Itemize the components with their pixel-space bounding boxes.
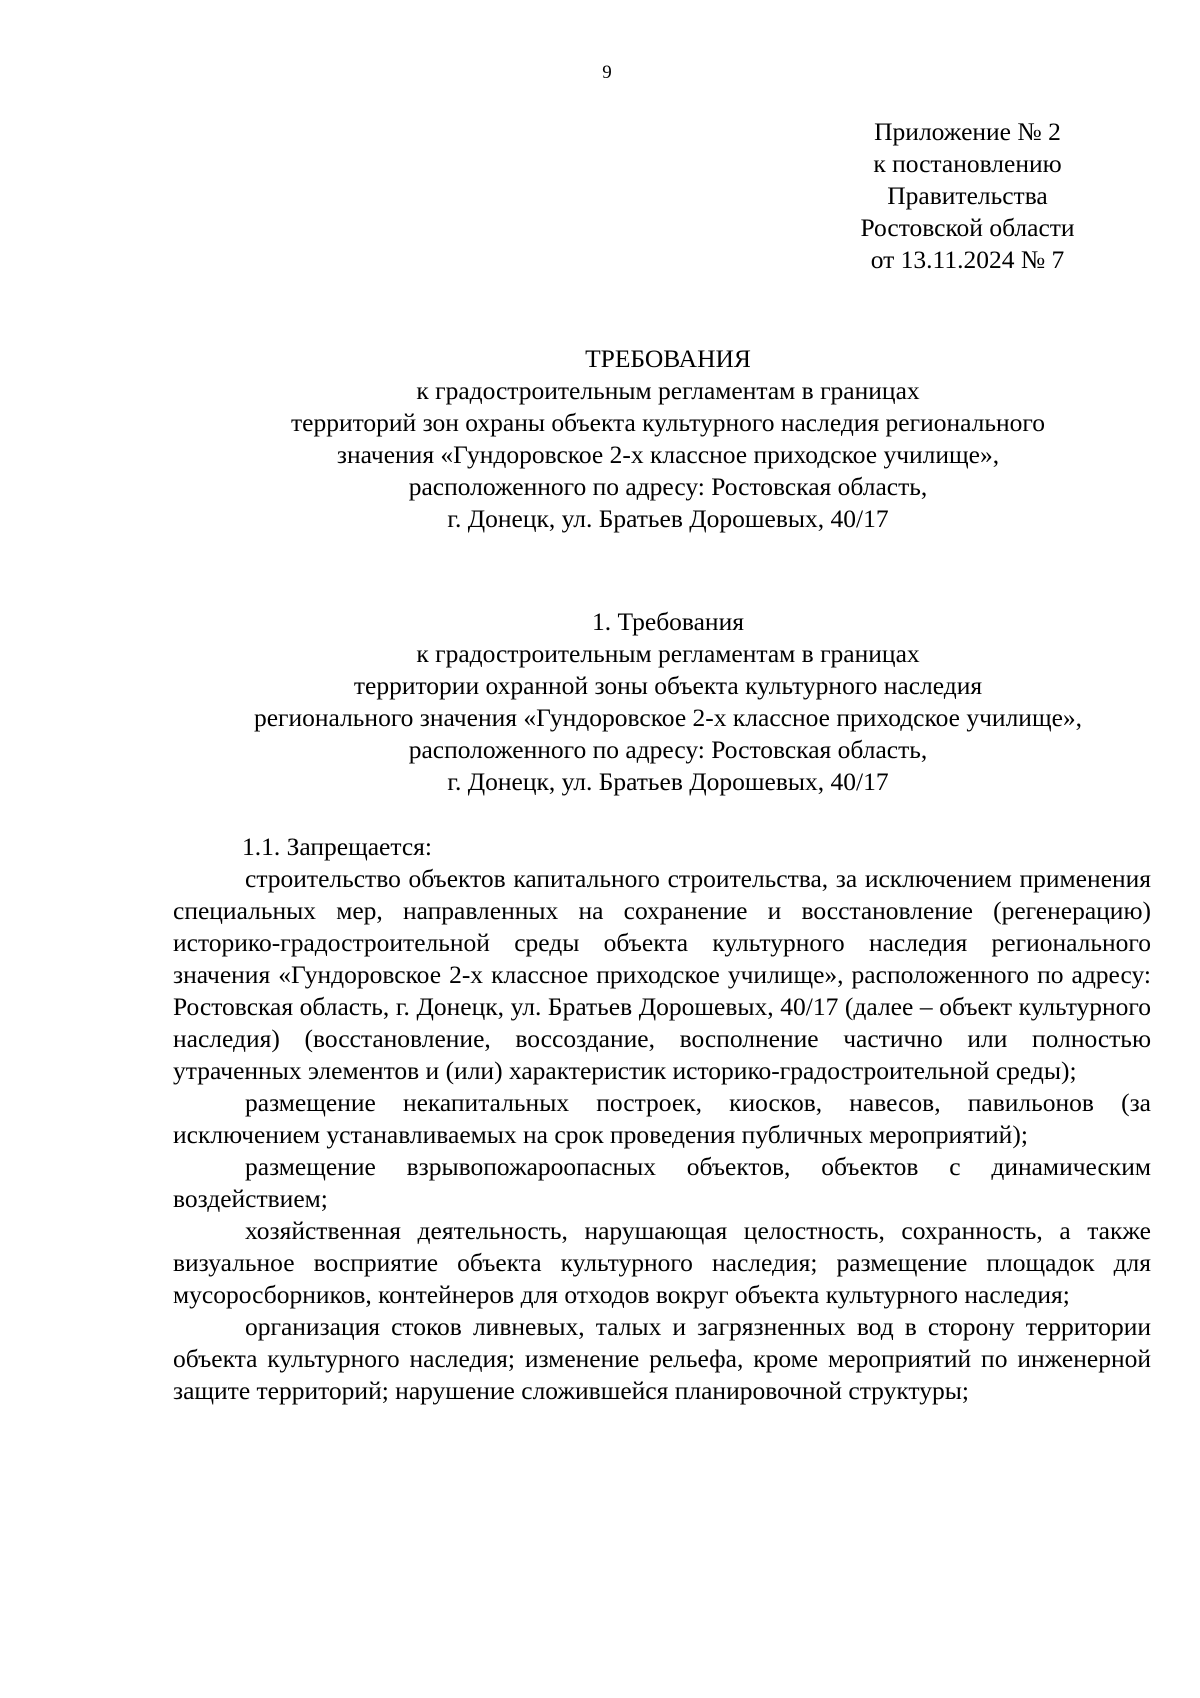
appendix-line: Приложение № 2 [874,117,1061,146]
clause-paragraph: строительство объектов капитального строительства, за исключением применения специальных мер, направленных на сохранение и восстановление (регенерацию) историко-градостроительной среды объекта культурного наследия регионального значения «Гундоровское 2-х классное приходское училище», расположенного по адресу: Ростовская область, г. Донецк, ул. Братьев Дорошевых, 40/17 (далее – объект культурного наследия) (восстановление, воссоздание, восполнение частично или полностью утраченных элементов и (или) характеристик историко-градостроительной среды); [173,864,1151,1085]
appendix-line: Ростовской области [860,213,1075,242]
main-heading-line: расположенного по адресу: Ростовская область, [408,472,928,501]
section-heading-line: 1. Требования [592,607,744,636]
section-heading-line: расположенного по адресу: Ростовская область, [408,735,928,764]
main-heading-title: ТРЕБОВАНИЯ [585,344,751,373]
section-heading [0,606,1200,798]
section-heading-line: регионального значения «Гундоровское 2-х классное приходское училище», [253,703,1083,732]
section-heading-line: к градостроительным регламентам в границах [416,639,920,668]
main-heading-line: к градостроительным регламентам в границах [416,376,920,405]
clause-label: 1.1. Запрещается: [242,832,432,861]
main-heading [0,343,1200,535]
clause-paragraph: размещение некапитальных построек, киосков, навесов, павильонов (за исключением устанавливаемых на срок проведения публичных мероприятий); [173,1088,1151,1149]
appendix-line: от 13.11.2024 № 7 [870,245,1065,274]
appendix-line: к постановлению [873,149,1062,178]
page-number: 9 [602,62,612,83]
clause-paragraph: размещение взрывопожароопасных объектов, объектов с динамическим воздействием; [173,1152,1151,1213]
clause-body [173,831,1151,1407]
appendix-block [835,116,1100,276]
clause-paragraph: хозяйственная деятельность, нарушающая целостность, сохранность, а также визуальное восприятие объекта культурного наследия; размещение площадок для мусоросборников, контейнеров для отходов вокруг объекта культурного наследия; [173,1216,1151,1309]
main-heading-line: значения «Гундоровское 2-х классное приходское училище», [336,440,1000,469]
main-heading-line: территорий зон охраны объекта культурного наследия регионального [290,408,1045,437]
section-heading-line: территории охранной зоны объекта культурного наследия [353,671,983,700]
appendix-line: Правительства [887,181,1048,210]
main-heading-line: г. Донецк, ул. Братьев Дорошевых, 40/17 [447,504,889,533]
clause-paragraph: организация стоков ливневых, талых и загрязненных вод в сторону территории объекта культурного наследия; изменение рельефа, кроме мероприятий по инженерной защите территорий; нарушение сложившейся планировочной структуры; [173,1312,1151,1405]
section-heading-line: г. Донецк, ул. Братьев Дорошевых, 40/17 [447,767,889,796]
